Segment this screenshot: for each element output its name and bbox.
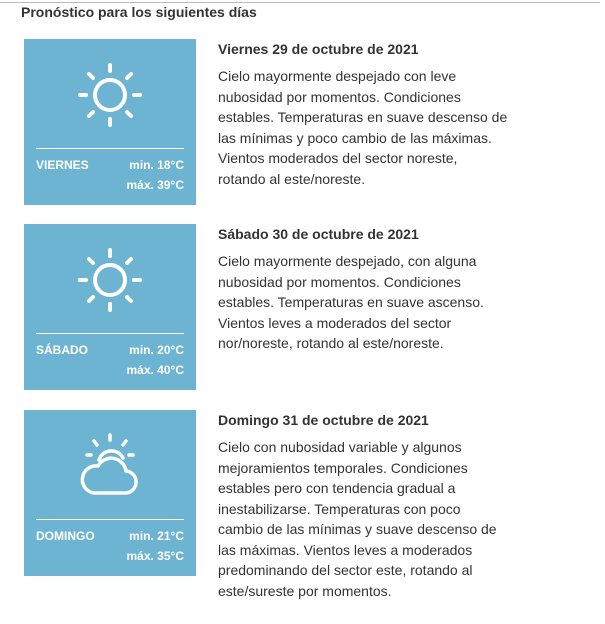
min-temp: min. 18°C [129, 158, 184, 172]
min-temp: min. 20°C [129, 343, 184, 357]
card-divider [36, 333, 184, 334]
day-name: SÁBADO [36, 343, 89, 357]
weather-card [24, 39, 196, 205]
day-title: Domingo 31 de octubre de 2021 [218, 412, 429, 428]
day-description: Cielo mayormente despejado, con alguna nubosidad por momentos. Condiciones estables. Temperaturas en suave ascenso. Vientos leves a moderados del sector nor/noreste, rotando al este/noreste. [218, 253, 484, 351]
day-title: Viernes 29 de octubre de 2021 [218, 41, 419, 57]
partly-cloudy-icon [74, 430, 146, 502]
day-description: Cielo con nubosidad variable y algunos mejoramientos temporales. Condiciones estables pero con tendencia gradual a inestabilizarse. Temperaturas con poco cambio de las mínimas y suave descenso de las máximas. Vientos leves a moderados predominando del sector este, rotando al este/sureste por momentos. [218, 439, 497, 599]
day-name: DOMINGO [36, 529, 95, 543]
sun-icon [74, 244, 146, 316]
section-heading: Pronóstico para los siguientes días [21, 4, 257, 20]
top-divider [0, 2, 600, 3]
sun-icon [74, 59, 146, 131]
max-temp: máx. 35°C [126, 549, 184, 563]
day-title: Sábado 30 de octubre de 2021 [218, 226, 419, 242]
weather-card [24, 410, 196, 576]
day-name: VIERNES [36, 158, 89, 172]
card-divider [36, 519, 184, 520]
weather-card [24, 224, 196, 390]
card-divider [36, 148, 184, 149]
day-description: Cielo mayormente despejado con leve nubosidad por momentos. Condiciones estables. Temperaturas en suave descenso de las mínimas y poco cambio de las máximas. Vientos moderados del sector noreste, rotando al este/noreste. [218, 68, 508, 187]
max-temp: máx. 39°C [126, 178, 184, 192]
min-temp: min. 21°C [129, 529, 184, 543]
max-temp: máx. 40°C [126, 363, 184, 377]
